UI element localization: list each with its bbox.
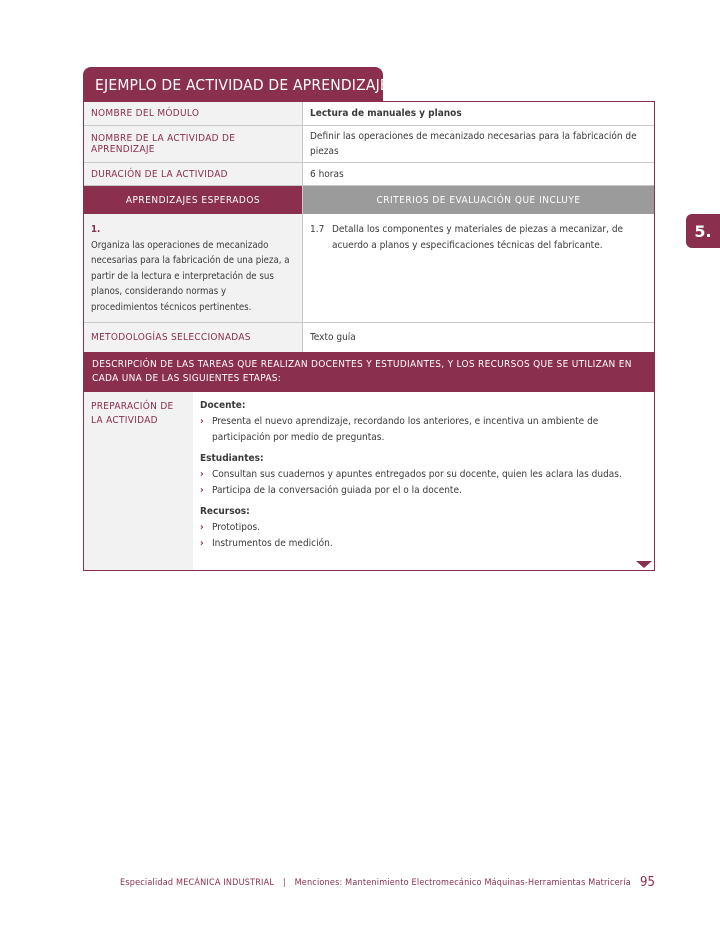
list-item [200,536,647,552]
stage-content [193,392,654,570]
chevron-right-icon: › [200,416,204,427]
duracion-value: 6 horas [310,168,344,180]
chapter-tab: 5. [686,214,720,248]
footer-separator: | [282,878,286,888]
page-number: 95 [640,875,655,890]
footer-specialty: Especialidad MECÁNICA INDUSTRIAL [120,878,275,888]
activity-title-tab: EJEMPLO DE ACTIVIDAD DE APRENDIZAJE [83,67,383,103]
criterios-header: CRITERIOS DE EVALUACIÓN QUE INCLUYE [303,186,654,214]
docente-item-text: Presenta el nuevo aprendizaje, recordando los anteriores, e incentiva un ambiente de participación por medio de preguntas. [212,416,599,443]
chevron-right-icon: › [200,485,204,496]
continue-triangle-icon [636,561,652,568]
chevron-right-icon: › [200,522,204,533]
footer [120,878,631,888]
aprendizaje-cell [84,214,303,322]
list-item [200,483,647,499]
row-metodologias [84,323,654,352]
actividad-label: NOMBRE DE LA ACTIVIDAD DE APRENDIZAJE [84,126,303,162]
docente-group [200,398,647,446]
stage-row [84,392,654,570]
metodologias-label: METODOLOGÍAS SELECCIONADAS [84,323,303,352]
chevron-right-icon: › [200,538,204,549]
row-actividad [84,126,654,163]
recursos-title: Recursos: [200,506,250,517]
aprendizaje-text: Organiza las operaciones de mecanizado necesarias para la fabricación de una pieza, a partir de la lectura e interpretación de sus planos, considerando normas y procedimientos técnicos pertinentes. [91,239,290,313]
estudiantes-item-text: Consultan sus cuadernos y apuntes entregados por su docente, quien les aclara las dudas. [212,469,622,480]
estudiantes-group [200,451,647,499]
criterio-item [310,222,647,254]
list-item [200,467,647,483]
criterio-cell [303,214,654,322]
modulo-value: Lectura de manuales y planos [310,108,462,119]
learning-row [84,214,654,323]
modulo-label: NOMBRE DEL MÓDULO [84,102,303,125]
recursos-item-text: Instrumentos de medición. [212,538,333,549]
section-headers [84,186,654,214]
list-item [200,520,647,536]
aprendizajes-header: APRENDIZAJES ESPERADOS [84,186,303,214]
estudiantes-title: Estudiantes: [200,453,264,464]
criterio-text: Detalla los componentes y materiales de piezas a mecanizar, de acuerdo a planos y especificaciones técnicas del fabricante. [332,224,624,251]
docente-title: Docente: [200,400,246,411]
actividad-value: Definir las operaciones de mecanizado necesarias para la fabricación de piezas [310,131,637,157]
aprendizaje-number: 1. [91,224,101,235]
recursos-item-text: Prototipos. [212,522,261,533]
metodologias-value: Texto guía [310,332,356,343]
description-header: DESCRIPCIÓN DE LAS TAREAS QUE REALIZAN DOCENTES Y ESTUDIANTES, Y LOS RECURSOS QUE SE UTILIZAN EN CADA UNA DE LAS SIGUIENTES ETAPAS: [84,352,654,392]
row-duracion [84,163,654,186]
criterio-number: 1.7 [310,224,325,235]
list-item [200,414,647,446]
stage-label: PREPARACIÓN DE LA ACTIVIDAD [84,392,193,570]
footer-mentions: Menciones: Mantenimiento Electromecánico Máquinas-Herramientas Matricería [294,878,631,888]
duracion-label: DURACIÓN DE LA ACTIVIDAD [84,163,303,185]
chevron-right-icon: › [200,469,204,480]
activity-card [83,101,655,571]
recursos-group [200,504,647,552]
row-modulo [84,102,654,126]
estudiantes-item-text: Participa de la conversación guiada por el o la docente. [212,485,462,496]
